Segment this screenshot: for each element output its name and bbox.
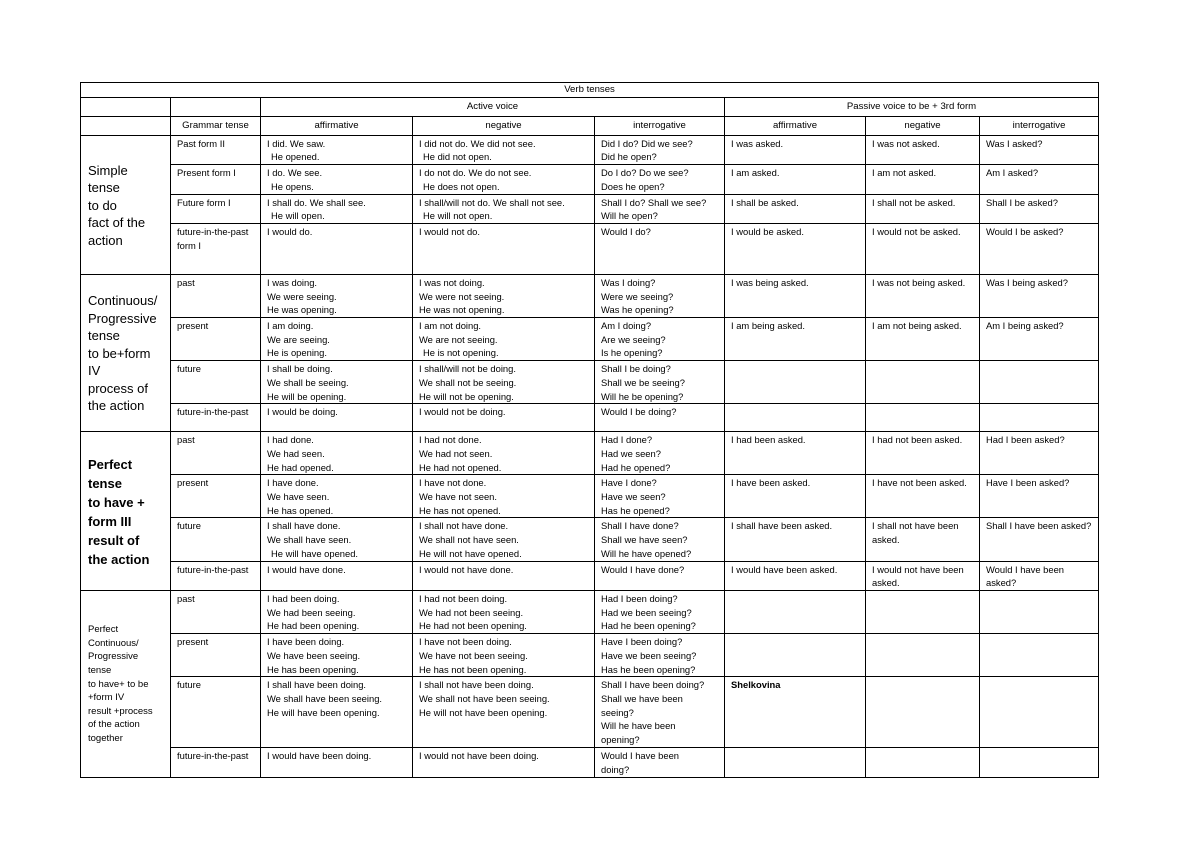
active-negative-cell-line: I would not have been doing. [419, 750, 539, 762]
active-interrogative-cell-line: Did he open? [601, 151, 657, 163]
active-affirmative-cell-line: I would have done. [267, 563, 346, 575]
active-affirmative-cell-line: We shall have been seeing. [267, 692, 383, 704]
tense-label-line: Continuous/ [88, 637, 139, 649]
active-negative-cell-line: We shall not be seeing. [419, 376, 517, 388]
passive-negative-cell [866, 590, 980, 633]
active-negative-cell-line: He has not been opening. [419, 663, 527, 675]
active-interrogative-cell-line: Have I been doing? [601, 636, 683, 648]
table-title: Verb tenses [81, 83, 1099, 98]
active-negative-cell-line: He will not open. [423, 210, 493, 222]
active-affirmative-cell [261, 634, 413, 677]
table-row [81, 318, 1099, 361]
active-negative-cell [413, 318, 595, 361]
tense-label-line: Continuous/ [88, 293, 158, 309]
active-affirmative-cell-line: He opened. [271, 151, 320, 163]
passive-negative-cell [866, 634, 980, 677]
header-blank-cell [81, 97, 171, 116]
active-affirmative-cell-line: He will be opening. [267, 390, 347, 402]
tense-label-text [88, 455, 166, 569]
active-affirmative-cell-line: I was doing. [267, 276, 318, 288]
passive-negative-cell: I have not been asked. [866, 475, 980, 518]
tense-label-text [88, 162, 166, 250]
active-negative-cell-line: I shall/will not be doing. [419, 363, 516, 375]
active-affirmative-cell-line: He was opening. [267, 304, 337, 316]
active-interrogative-cell [595, 135, 725, 164]
active-negative-cell-line: We have not seen. [419, 491, 498, 503]
tense-label-line: IV [88, 363, 101, 379]
passive-interrogative-cell: Have I been asked? [980, 475, 1099, 518]
active-interrogative-cell-line: Would I have been [601, 750, 680, 762]
table-row [81, 165, 1099, 194]
active-negative-cell [413, 274, 595, 317]
active-interrogative-cell-line: Will he be opening? [601, 390, 684, 402]
grammar-form-cell: Past form II [171, 135, 261, 164]
active-interrogative-cell-line: Do I do? Do we see? [601, 167, 689, 179]
active-affirmative-cell-line: We shall be seeing. [267, 376, 349, 388]
grammar-form-cell: Future form I [171, 194, 261, 223]
tense-label-line: tense [88, 664, 112, 676]
passive-negative-cell: I am not asked. [866, 165, 980, 194]
passive-interrogative-cell [980, 590, 1099, 633]
active-negative-cell-line: I shall/will not do. We shall not see. [419, 196, 565, 208]
grammar-form-cell: Present form I [171, 165, 261, 194]
active-negative-cell-line: He will not have been opening. [419, 706, 548, 718]
active-negative-cell [413, 361, 595, 404]
active-affirmative-cell [261, 318, 413, 361]
active-affirmative-cell-line: I had done. [267, 434, 314, 446]
grammar-form-cell: present [171, 634, 261, 677]
passive-negative-cell: I would not have been asked. [866, 561, 980, 590]
active-negative-cell [413, 135, 595, 164]
active-interrogative-cell-line: Have we seen? [601, 491, 666, 503]
active-affirmative-cell [261, 475, 413, 518]
header-blank-cell [171, 97, 261, 116]
active-negative-header: negative [413, 116, 595, 135]
active-affirmative-cell-line: He opens. [271, 180, 314, 192]
active-affirmative-cell-line: I have done. [267, 477, 319, 489]
active-negative-cell [413, 561, 595, 590]
active-affirmative-cell [261, 518, 413, 561]
active-affirmative-cell-line: He has opened. [267, 504, 334, 516]
active-affirmative-cell-line: We have been seeing. [267, 649, 361, 661]
active-interrogative-cell-line: Shall I have done? [601, 520, 679, 532]
active-affirmative-cell-line: We are seeing. [267, 333, 330, 345]
active-affirmative-cell [261, 223, 413, 274]
active-interrogative-cell-line: Had we been seeing? [601, 606, 692, 618]
passive-affirmative-cell: Shelkovina [725, 677, 866, 748]
verb-tenses-sheet [80, 82, 1099, 778]
active-interrogative-cell-line: Have I done? [601, 477, 657, 489]
active-affirmative-cell [261, 361, 413, 404]
tense-label-perfect [81, 432, 171, 591]
passive-negative-cell [866, 677, 980, 748]
active-affirmative-cell-line: I have been doing. [267, 636, 345, 648]
active-negative-cell-line: We are not seeing. [419, 333, 498, 345]
active-affirmative-cell-line: He is opening. [267, 347, 327, 359]
passive-negative-cell [866, 404, 980, 432]
passive-interrogative-cell: Would I be asked? [980, 223, 1099, 274]
active-interrogative-cell-line: Will he have opened? [601, 547, 692, 559]
grammar-form-cell: present [171, 318, 261, 361]
active-interrogative-cell-line: Does he open? [601, 180, 665, 192]
active-negative-cell-line: We had not seen. [419, 447, 493, 459]
passive-interrogative-cell: Shall I have been asked? [980, 518, 1099, 561]
active-interrogative-cell [595, 404, 725, 432]
tense-label-line: tense [88, 328, 120, 344]
active-affirmative-cell [261, 274, 413, 317]
table-row [81, 748, 1099, 777]
active-negative-cell-line: We have not been seeing. [419, 649, 528, 661]
passive-affirmative-cell: I would have been asked. [725, 561, 866, 590]
tense-label-line: to have + [88, 494, 145, 510]
active-negative-cell [413, 590, 595, 633]
active-interrogative-cell-line: Has he opened? [601, 504, 670, 516]
active-affirmative-cell [261, 404, 413, 432]
active-negative-cell-line: He had not been opening. [419, 620, 527, 632]
active-interrogative-cell [595, 432, 725, 475]
passive-interrogative-cell [980, 634, 1099, 677]
active-affirmative-cell-line: We shall have seen. [267, 534, 352, 546]
tense-label-line: tense [88, 180, 120, 196]
table-row [81, 135, 1099, 164]
table-row [81, 274, 1099, 317]
passive-affirmative-cell [725, 361, 866, 404]
active-affirmative-cell [261, 135, 413, 164]
active-negative-cell-line: I did not do. We did not see. [419, 137, 536, 149]
passive-affirmative-cell: I had been asked. [725, 432, 866, 475]
tense-label-simple [81, 135, 171, 274]
active-negative-cell-line: He had not opened. [419, 461, 502, 473]
active-negative-cell [413, 194, 595, 223]
active-affirmative-cell [261, 194, 413, 223]
passive-negative-cell: I am not being asked. [866, 318, 980, 361]
tense-label-line: Perfect [88, 456, 133, 472]
active-affirmative-cell-line: He will have been opening. [267, 706, 380, 718]
active-affirmative-cell-line: He will open. [271, 210, 325, 222]
tense-label-line: of the action [88, 719, 140, 731]
active-affirmative-cell-line: I did. We saw. [267, 137, 326, 149]
active-negative-cell-line: He was not opening. [419, 304, 505, 316]
passive-negative-cell [866, 361, 980, 404]
grammar-tense-header: Grammar tense [171, 116, 261, 135]
grammar-form-cell: future-in-the-past [171, 561, 261, 590]
passive-interrogative-cell: Was I being asked? [980, 274, 1099, 317]
tense-label-line: to do [88, 197, 117, 213]
active-interrogative-cell-line: Will he open? [601, 210, 658, 222]
active-interrogative-cell-line: Are we seeing? [601, 333, 666, 345]
active-negative-cell-line: I would not do. [419, 225, 480, 237]
active-interrogative-cell-line: Shall we be seeing? [601, 376, 685, 388]
passive-negative-cell: I would not be asked. [866, 223, 980, 274]
passive-affirmative-cell: I shall have been asked. [725, 518, 866, 561]
active-interrogative-cell-line: opening? [601, 734, 640, 746]
active-interrogative-cell-line: Were we seeing? [601, 290, 674, 302]
active-interrogative-cell-line: Would I have done? [601, 563, 685, 575]
passive-interrogative-cell: Had I been asked? [980, 432, 1099, 475]
tense-label-line: process of [88, 380, 148, 396]
active-affirmative-cell-line: I would have been doing. [267, 750, 372, 762]
passive-negative-cell: I was not asked. [866, 135, 980, 164]
passive-affirmative-header: affirmative [725, 116, 866, 135]
grammar-form-cell: past [171, 432, 261, 475]
active-interrogative-cell [595, 318, 725, 361]
active-negative-cell [413, 677, 595, 748]
active-affirmative-cell-line: We were seeing. [267, 290, 337, 302]
active-affirmative-cell-line: He will have opened. [271, 547, 359, 559]
tense-label-line: fact of the [88, 215, 146, 231]
passive-affirmative-cell: I am being asked. [725, 318, 866, 361]
active-interrogative-cell-line: Was I doing? [601, 276, 656, 288]
active-affirmative-cell [261, 165, 413, 194]
active-interrogative-cell [595, 748, 725, 777]
grammar-form-cell: present [171, 475, 261, 518]
passive-affirmative-cell: I was asked. [725, 135, 866, 164]
tense-label-line: the action [88, 551, 150, 567]
passive-negative-header: negative [866, 116, 980, 135]
passive-negative-cell: I shall not be asked. [866, 194, 980, 223]
active-interrogative-cell [595, 561, 725, 590]
tense-label-line: Simple [88, 162, 128, 178]
grammar-form-cell: future-in-the-past [171, 748, 261, 777]
active-interrogative-cell-line: Did I do? Did we see? [601, 137, 693, 149]
active-affirmative-cell-line: We had been seeing. [267, 606, 356, 618]
passive-negative-cell: I shall not have been asked. [866, 518, 980, 561]
tense-label-line: Progressive [88, 310, 157, 326]
active-interrogative-cell-line: Had I done? [601, 434, 653, 446]
active-interrogative-cell-line: Shall I do? Shall we see? [601, 196, 707, 208]
active-interrogative-cell [595, 590, 725, 633]
active-interrogative-cell-line: Had I been doing? [601, 592, 678, 604]
active-interrogative-cell [595, 274, 725, 317]
active-negative-cell-line: I had not done. [419, 434, 482, 446]
active-interrogative-cell-line: Is he opening? [601, 347, 663, 359]
table-row [81, 475, 1099, 518]
active-interrogative-cell-line: Has he been opening? [601, 663, 696, 675]
active-interrogative-cell-line: Had he opened? [601, 461, 671, 473]
tense-label-line: to have+ to be [88, 678, 149, 690]
table-row [81, 432, 1099, 475]
active-interrogative-cell-line: Will he have been [601, 720, 676, 732]
active-negative-cell-line: I have not been doing. [419, 636, 512, 648]
tense-label-line: Perfect [88, 624, 119, 636]
active-interrogative-cell-line: Shall I be doing? [601, 363, 671, 375]
table-row [81, 223, 1099, 274]
active-interrogative-cell-line: Would I be doing? [601, 406, 677, 418]
table-row [81, 590, 1099, 633]
passive-voice-header: Passive voice to be + 3rd form [725, 97, 1099, 116]
passive-negative-cell: I was not being asked. [866, 274, 980, 317]
active-affirmative-cell-line: I am doing. [267, 320, 314, 332]
active-affirmative-cell-line: I shall have done. [267, 520, 341, 532]
active-affirmative-cell-line: I shall be doing. [267, 363, 333, 375]
active-interrogative-cell [595, 223, 725, 274]
passive-affirmative-cell: I am asked. [725, 165, 866, 194]
passive-affirmative-cell: I have been asked. [725, 475, 866, 518]
active-interrogative-cell [595, 475, 725, 518]
active-negative-cell-line: He will not be opening. [419, 390, 514, 402]
active-negative-cell-line: I had not been doing. [419, 592, 508, 604]
passive-affirmative-cell: I shall be asked. [725, 194, 866, 223]
active-interrogative-cell [595, 518, 725, 561]
grammar-form-cell: future [171, 518, 261, 561]
active-negative-cell-line: I would not be doing. [419, 406, 506, 418]
active-interrogative-cell-line: Am I doing? [601, 320, 652, 332]
active-negative-cell-line: I shall not have done. [419, 520, 509, 532]
passive-interrogative-cell [980, 404, 1099, 432]
active-affirmative-cell-line: I had been doing. [267, 592, 340, 604]
passive-affirmative-cell: I would be asked. [725, 223, 866, 274]
verb-tenses-table [80, 82, 1099, 778]
active-negative-cell-line: I have not done. [419, 477, 487, 489]
passive-interrogative-cell: Shall I be asked? [980, 194, 1099, 223]
active-negative-cell-line: He will not have opened. [419, 547, 522, 559]
tense-label-line: result +process [88, 705, 153, 717]
passive-interrogative-cell: Am I being asked? [980, 318, 1099, 361]
active-interrogative-cell-line: Was he opening? [601, 304, 674, 316]
active-negative-cell [413, 165, 595, 194]
active-interrogative-cell-line: Would I do? [601, 225, 651, 237]
tense-label-line: +form IV [88, 692, 125, 704]
passive-affirmative-cell [725, 634, 866, 677]
active-negative-cell-line: I do not do. We do not see. [419, 167, 532, 179]
tense-label-continuous [81, 274, 171, 431]
table-row [81, 518, 1099, 561]
active-interrogative-cell [595, 194, 725, 223]
active-negative-cell-line: We shall not have been seeing. [419, 692, 550, 704]
active-interrogative-cell-line: Shall we have seen? [601, 534, 688, 546]
active-affirmative-cell-line: I would be doing. [267, 406, 338, 418]
active-negative-cell-line: We shall not have seen. [419, 534, 519, 546]
active-affirmative-cell-line: I do. We see. [267, 167, 323, 179]
active-interrogative-cell-line: Shall I have been doing? [601, 679, 705, 691]
table-row [81, 634, 1099, 677]
active-affirmative-cell [261, 432, 413, 475]
active-interrogative-cell-line: Have we been seeing? [601, 649, 697, 661]
grammar-form-cell: past [171, 274, 261, 317]
table-row [81, 561, 1099, 590]
active-affirmative-cell [261, 561, 413, 590]
active-negative-cell-line: I would not have done. [419, 563, 514, 575]
active-interrogative-cell [595, 634, 725, 677]
grammar-form-cell: future [171, 677, 261, 748]
active-negative-cell-line: He is not opening. [423, 347, 499, 359]
active-negative-cell [413, 432, 595, 475]
passive-interrogative-cell [980, 677, 1099, 748]
active-negative-cell-line: We were not seeing. [419, 290, 505, 302]
active-voice-header: Active voice [261, 97, 725, 116]
active-negative-cell [413, 748, 595, 777]
active-affirmative-cell-line: He had opened. [267, 461, 334, 473]
passive-interrogative-cell: Am I asked? [980, 165, 1099, 194]
passive-interrogative-cell [980, 361, 1099, 404]
active-affirmative-cell-line: We have seen. [267, 491, 330, 503]
header-blank-cell [81, 116, 171, 135]
active-interrogative-cell-line: Had we seen? [601, 447, 661, 459]
active-interrogative-cell-line: Shall we have been [601, 692, 683, 704]
tense-label-perfect-continuous [81, 590, 171, 777]
active-negative-cell-line: He has not opened. [419, 504, 501, 516]
active-affirmative-cell [261, 677, 413, 748]
table-row [81, 404, 1099, 432]
tense-label-text [88, 292, 166, 415]
active-negative-cell [413, 475, 595, 518]
active-affirmative-cell-line: I would do. [267, 225, 313, 237]
active-negative-cell-line: He does not open. [423, 180, 500, 192]
active-affirmative-cell-line: We had seen. [267, 447, 325, 459]
grammar-form-cell: past [171, 590, 261, 633]
active-affirmative-cell-line: I shall do. We shall see. [267, 196, 366, 208]
active-interrogative-cell [595, 165, 725, 194]
table-row [81, 361, 1099, 404]
active-affirmative-cell [261, 590, 413, 633]
active-negative-cell-line: I am not doing. [419, 320, 482, 332]
grammar-form-cell: future-in-the-past form I [171, 223, 261, 274]
passive-affirmative-cell [725, 590, 866, 633]
tense-label-line: tense [88, 475, 122, 491]
tense-label-line: action [88, 232, 123, 248]
active-interrogative-header: interrogative [595, 116, 725, 135]
active-interrogative-cell [595, 677, 725, 748]
active-interrogative-cell-line: seeing? [601, 706, 634, 718]
tense-label-line: together [88, 732, 123, 744]
passive-interrogative-cell [980, 748, 1099, 777]
passive-negative-cell [866, 748, 980, 777]
active-negative-cell [413, 634, 595, 677]
grammar-form-cell: future [171, 361, 261, 404]
passive-interrogative-cell: Would I have been asked? [980, 561, 1099, 590]
active-affirmative-cell-line: He has been opening. [267, 663, 359, 675]
passive-affirmative-cell [725, 404, 866, 432]
active-negative-cell [413, 223, 595, 274]
passive-affirmative-cell: I was being asked. [725, 274, 866, 317]
tense-label-line: Progressive [88, 651, 139, 663]
active-interrogative-cell-line: Had he been opening? [601, 620, 696, 632]
active-negative-cell-line: I was not doing. [419, 276, 485, 288]
passive-negative-cell: I had not been asked. [866, 432, 980, 475]
tense-label-text [88, 623, 166, 745]
passive-affirmative-cell [725, 748, 866, 777]
active-affirmative-cell-line: I shall have been doing. [267, 679, 367, 691]
table-row [81, 194, 1099, 223]
active-negative-cell-line: He did not open. [423, 151, 492, 163]
tense-label-line: form III [88, 513, 132, 529]
active-negative-cell [413, 404, 595, 432]
active-interrogative-cell [595, 361, 725, 404]
tense-label-line: the action [88, 398, 145, 414]
passive-interrogative-cell: Was I asked? [980, 135, 1099, 164]
passive-interrogative-header: interrogative [980, 116, 1099, 135]
table-row [81, 677, 1099, 748]
active-negative-cell-line: We had not been seeing. [419, 606, 524, 618]
active-interrogative-cell-line: doing? [601, 763, 630, 775]
active-negative-cell [413, 518, 595, 561]
active-affirmative-header: affirmative [261, 116, 413, 135]
tense-label-line: to be+form [88, 345, 151, 361]
grammar-form-cell: future-in-the-past [171, 404, 261, 432]
active-affirmative-cell [261, 748, 413, 777]
tense-label-line: result of [88, 532, 140, 548]
active-affirmative-cell-line: He had been opening. [267, 620, 360, 632]
active-negative-cell-line: I shall not have been doing. [419, 679, 534, 691]
